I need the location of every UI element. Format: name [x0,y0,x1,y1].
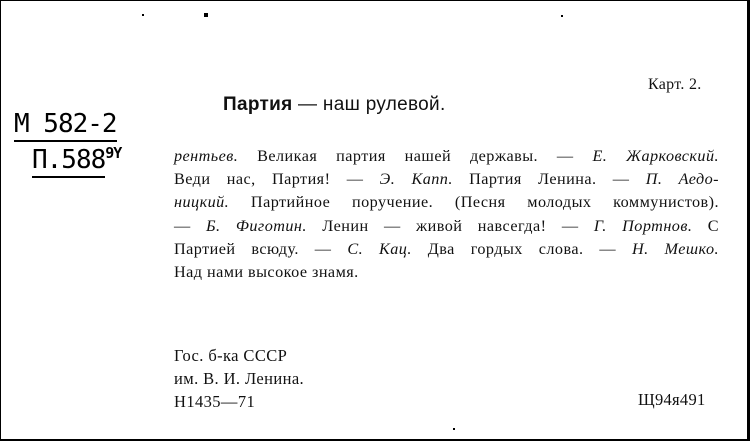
shelf-mark-primary-text: М 582-2 [14,109,117,142]
contents-line: ницкий. Партийное поручение. (Песня молодых коммунистов). [174,193,719,212]
contents-line: — Б. Фиготин. Ленин — живой навсегда! — Г. Портнов. С [174,216,719,235]
contents-line: Над нами высокое знамя. [174,263,359,282]
card-title-rest: — наш рулевой. [292,94,446,115]
library-imprint [174,344,304,413]
classification-code: Щ94я491 [638,390,706,409]
library-catalog-number: Н1435—71 [174,392,256,411]
shelf-mark-primary [14,111,117,137]
shelf-mark-secondary-text: П.588 [32,145,105,178]
contents-list [174,145,719,284]
scan-speck [204,13,208,17]
contents-line: рентьев. Великая партия нашей державы. — Е. Жарковский. [174,147,720,165]
card-title-bold: Партия [223,94,293,115]
contents-line: Веди нас, Партия! — Э. Капп. Партия Ленина. — П. Аедо- [174,170,719,189]
library-name: Гос. б-ка СССР [174,346,288,365]
shelf-mark-superscript: 9Y [105,144,122,162]
shelf-mark-secondary [32,146,121,173]
card-number: Карт. 2. [648,76,702,93]
scan-speck [453,428,455,430]
scan-speck [561,15,563,17]
contents-line: Партией всюду. — С. Кац. Два гордых слова. — Н. Мешко. [174,239,719,258]
card-title [223,94,446,116]
scan-speck [142,14,144,16]
library-dedication: им. В. И. Ленина. [174,369,305,388]
